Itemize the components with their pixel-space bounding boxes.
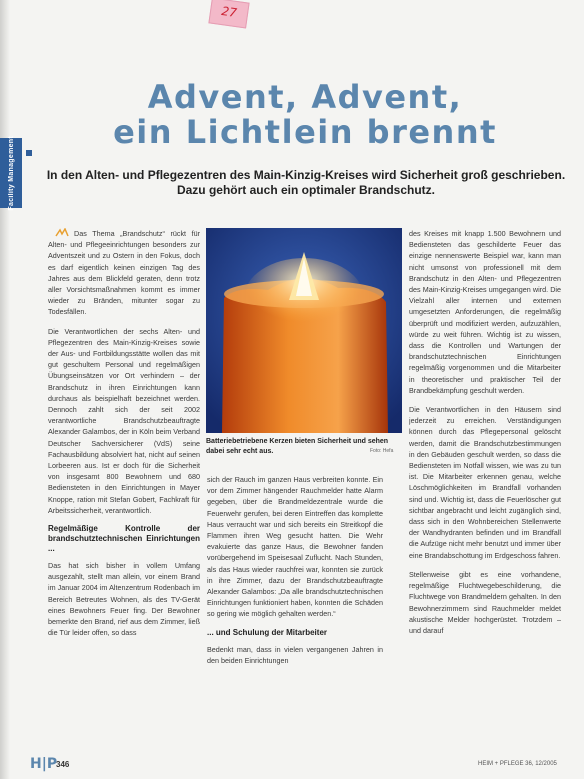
photo-caption: Batteriebetriebene Kerzen bieten Sicherheit und sehen dabei sehr echt aus. xyxy=(206,438,389,455)
headline-line-1: Advent, Advent, xyxy=(147,78,463,116)
paragraph: Die Verantwortlichen in den Häusern sind jederzeit zu erreichen. Verständigungen können durch das Pflegepersonal gelöscht werden, damit die Brandschutzbestimmungen in den Gebäuden geschult werden, so dass die Bediensteten im Notfall wissen, wie was zu tun ist. Die Mitarbeiter erkennen genau, welche Löschmöglichkeiten im Brandfall vorhanden sind und. Wichtig ist, dass die Feuerlöscher gut sichtbar angebracht und leicht zugänglich sind, dass sich in den Wohnbereichen Stellenwerte der Wandhydranten befinden und im Brandfall die Aufzüge nicht mehr benutzt und immer über eine Brandabschottung im Erdgeschoss fahren. xyxy=(409,405,561,560)
section-tab-label: Facility Management xyxy=(7,135,15,211)
paragraph: des Kreises mit knapp 1.500 Bewohnern und Bediensteten das geschilderte Feuer das einzige nennenswerte Beispiel war, kann man nicht umsonst von professionell mit dem Brandschutz in den Alten- und Pflegezentren des Main-Kinzig-Kreises umgegangen wird. Die Vielzahl aller internen und externen umgesetzten Anforderungen, die regelmäßig überprüft und modifiziert werden, aufzuzählen, würde zu weit führen. Wichtig ist zu wissen, dass die Kontrollen und Wartungen der brandschutztechnischen Einrichtungen regelmäßig vorgenommen und die Mitarbeiter in theoretischer und praktischer Teil der Brandbekämpfung geschult werden. xyxy=(409,229,561,395)
issue-info: HEIM + PFLEGE 36, 12/2005 xyxy=(478,761,557,767)
magazine-logo: H|P xyxy=(30,756,58,772)
paragraph: Stellenweise gibt es eine vorhandene, regelmäßige Fluchtwegebeschilderung, die Fluchtwege von Brandmeldern gehalten. In den Bewohnerzimmern sind Rauchmelder meldet akustische Melder hochgerüstet. Trotzdem – und darauf xyxy=(409,569,561,635)
subheading: ... und Schulung der Mitarbeiter xyxy=(207,627,328,637)
candle-image xyxy=(206,228,402,433)
section-tab xyxy=(0,135,22,211)
column-3 xyxy=(409,228,561,758)
column-1 xyxy=(48,228,200,758)
handwritten-sticker: 27 xyxy=(208,0,249,29)
paragraph: Bedenkt man, dass in vielen vergangenen Jahren in den beiden Einrichtungen xyxy=(207,644,383,665)
column-2 xyxy=(207,474,383,759)
page-number: 346 xyxy=(56,760,70,769)
subheading: Regelmäßige Kontrolle der brandschutztechnischen Einrichtungen ... xyxy=(48,524,200,554)
paragraph: Das hat sich bisher in vollem Umfang ausgezahlt, stellt man allein, vor einem Brand im Januar 2004 im Altenzentrum Rodenbach im Bereich Betreutes Wohnen, als des TV-Gerät eines Bewohners Feuer fing. Der Bewohner bemerkte den Brand, rief aus dem Zimmer, ließ die Tür leider offen, so dass xyxy=(48,561,200,638)
headline-line-2: ein Lichtlein brennt xyxy=(113,113,497,151)
paragraph: Das Thema „Brandschutz“ rückt für Alten- und Pflegeeinrichtungen besonders zur Adventszeit und zu Ostern in den Fokus, doch es darf eigentlich keinen einzigen Tag des Jahres aus dem Blickfeld geraten, denn trotz aller Vorsichtsmaßnahmen kommt es immer wieder zu Bränden, mitunter sogar zu Todesfällen. xyxy=(48,229,200,317)
candle-photo xyxy=(206,228,402,433)
paragraph: Die Verantwortlichen der sechs Alten- und Pflegezentren des Main-Kinzig-Kreises sowie der Aus- und Fortbildungsstätte wollen das mit gut geschultem Personal und regelmäßigen Übungseinsätzen vor Ort verhindern – der Brandschutz in ihren Einrichtungen kann durchaus als beispielhaft bezeichnet werden. Dennoch zahlt sich der seit 2002 verantwortliche Brandschutzbeauftragte Alexander Galambos, der in Köln beim Verband Deutscher Sachversicherer (VdS) seine Fachausbildung absolviert hat, nicht auf seinen Lorbeeren aus. Ist er doch für die Sicherheit von insgesamt 800 Bewohnern und 680 Bediensteten in den Einrichtungen in Mayer Knoppe, ration mit Stefan Gobert, Fachkraft für Arbeitssicherheit, verantwortlich. xyxy=(48,326,200,515)
binding-shadow xyxy=(0,0,10,779)
paragraph: sich der Rauch im ganzen Haus verbreiten konnte. Ein vor dem Zimmer hängender Rauchmelder hatte Alarm gegeben, über die Brandmeldezentrale wurde die Feuerwehr gerufen, bei deren Eintreffen das komplette Haus verraucht war und sich bereits ein Streitkopf die Flammen ihren Weg gesucht hatten. Die Wehr evakuierte das ganze Haus, die Bewohner fanden vorübergehend im Speisesaal Zuflucht. Nach Stunden, als das Haus wieder rauchfrei war, konnten sie zurück in ihre Zimmer, dazu der Brandschutzbeauftragte Alexander Galambos: „Da alle brandschutztechnischen Einrichtungen funktioniert haben, konnten die Schäden so gering wie möglich gehalten werden.“ xyxy=(207,475,383,619)
photo-credit: Foto: Hefa xyxy=(370,448,394,454)
lead-paragraph: In den Alten- und Pflegezentren des Main-Kinzig-Kreises wird Sicherheit groß geschrieben. Dazu gehört auch ein optimaler Brandschutz. xyxy=(46,168,566,197)
section-marker-icon xyxy=(26,150,32,156)
